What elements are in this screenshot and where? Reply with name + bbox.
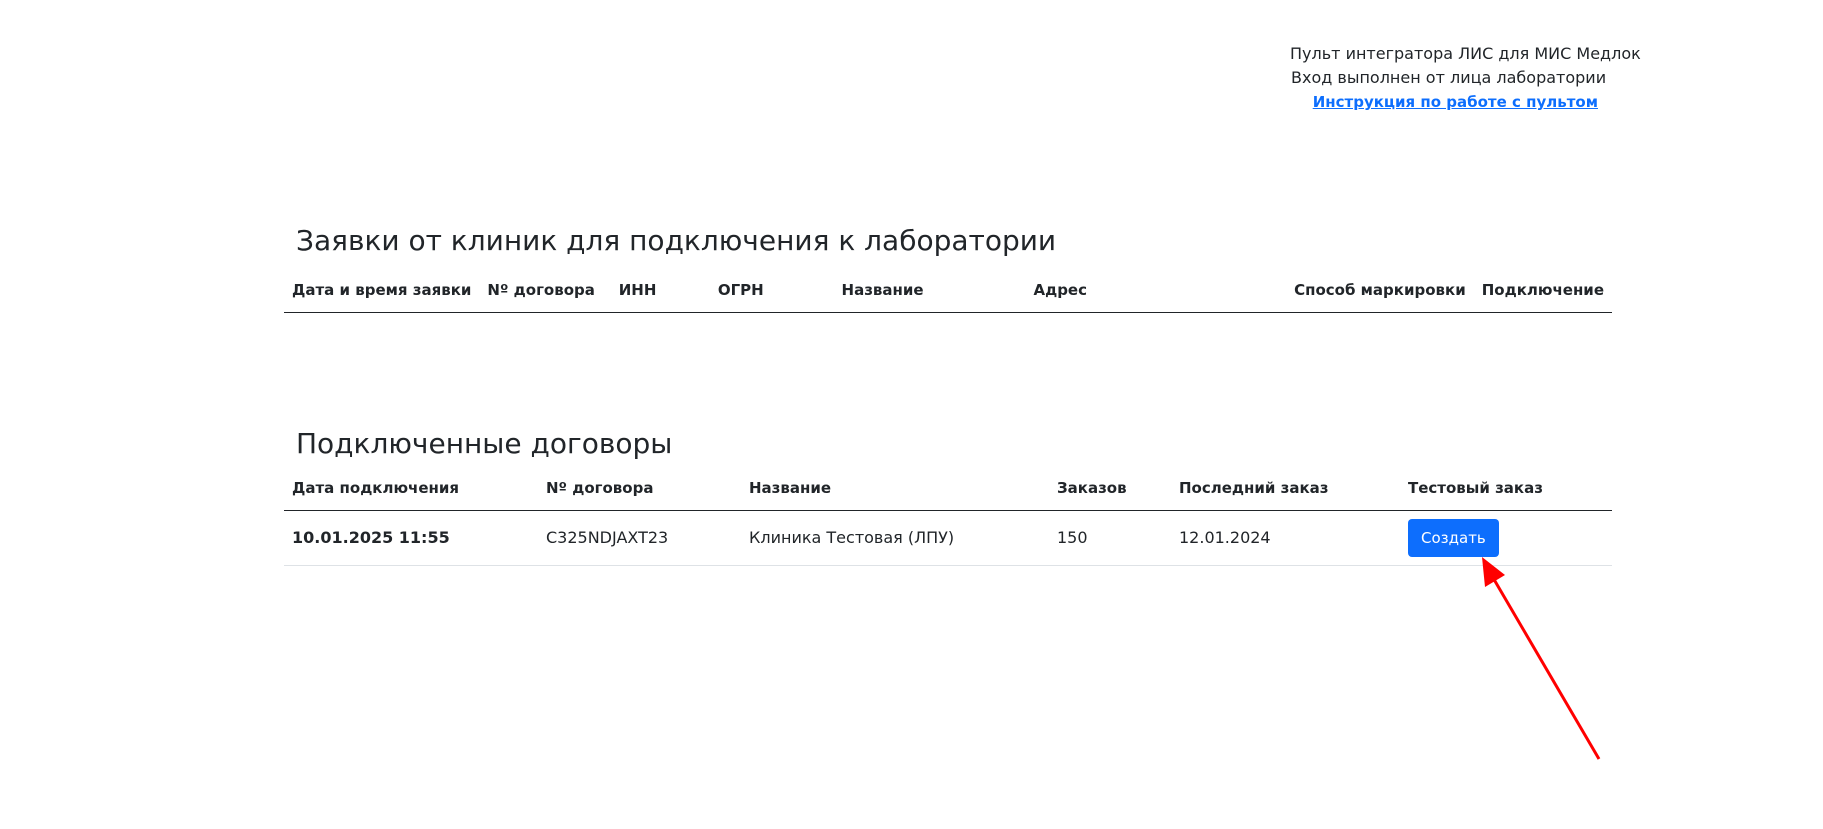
col-contract-number: Nº договора [479, 268, 610, 312]
col-last-order: Последний заказ [1171, 466, 1400, 510]
table-row [284, 510, 1612, 565]
test-order-cell [1400, 510, 1612, 565]
col-marking-method: Способ маркировки [1286, 268, 1474, 312]
requests-header-row [284, 268, 1612, 312]
connection-date: 10.01.2025 11:55 [284, 510, 538, 565]
col-test-order: Тестовый заказ [1400, 466, 1612, 510]
col-contract-number: Nº договора [538, 466, 741, 510]
col-orders: Заказов [1049, 466, 1171, 510]
contracts-section [284, 427, 1612, 566]
contracts-table [284, 466, 1612, 566]
col-clinic-name: Название [741, 466, 1049, 510]
col-address: Адрес [1025, 268, 1286, 312]
manual-link[interactable]: Инструкция по работе с пультом [1312, 93, 1598, 111]
col-connection-date: Дата подключения [284, 466, 538, 510]
col-name: Название [834, 268, 1026, 312]
col-inn: ИНН [611, 268, 710, 312]
requests-title: Заявки от клиник для подключения к лаборатории [296, 224, 1057, 257]
last-order-date: 12.01.2024 [1171, 510, 1400, 565]
contracts-title: Подключенные договоры [296, 427, 673, 460]
contract-number: C325NDJAXT23 [538, 510, 741, 565]
arrow-shaft [1492, 576, 1599, 759]
app-title: Пульт интегратора ЛИС для МИС Медлок [1290, 44, 1641, 63]
orders-count: 150 [1049, 510, 1171, 565]
clinic-name: Клиника Тестовая (ЛПУ) [741, 510, 1049, 565]
col-ogrn: ОГРН [710, 268, 834, 312]
requests-section [284, 224, 1612, 313]
col-connection: Подключение [1474, 268, 1612, 312]
header-info [1290, 42, 1641, 114]
requests-table [284, 268, 1612, 313]
col-request-datetime: Дата и время заявки [284, 268, 479, 312]
login-status: Вход выполнен от лица лаборатории [1291, 68, 1607, 87]
contracts-header-row [284, 466, 1612, 510]
create-test-order-button[interactable]: Создать [1408, 519, 1499, 557]
